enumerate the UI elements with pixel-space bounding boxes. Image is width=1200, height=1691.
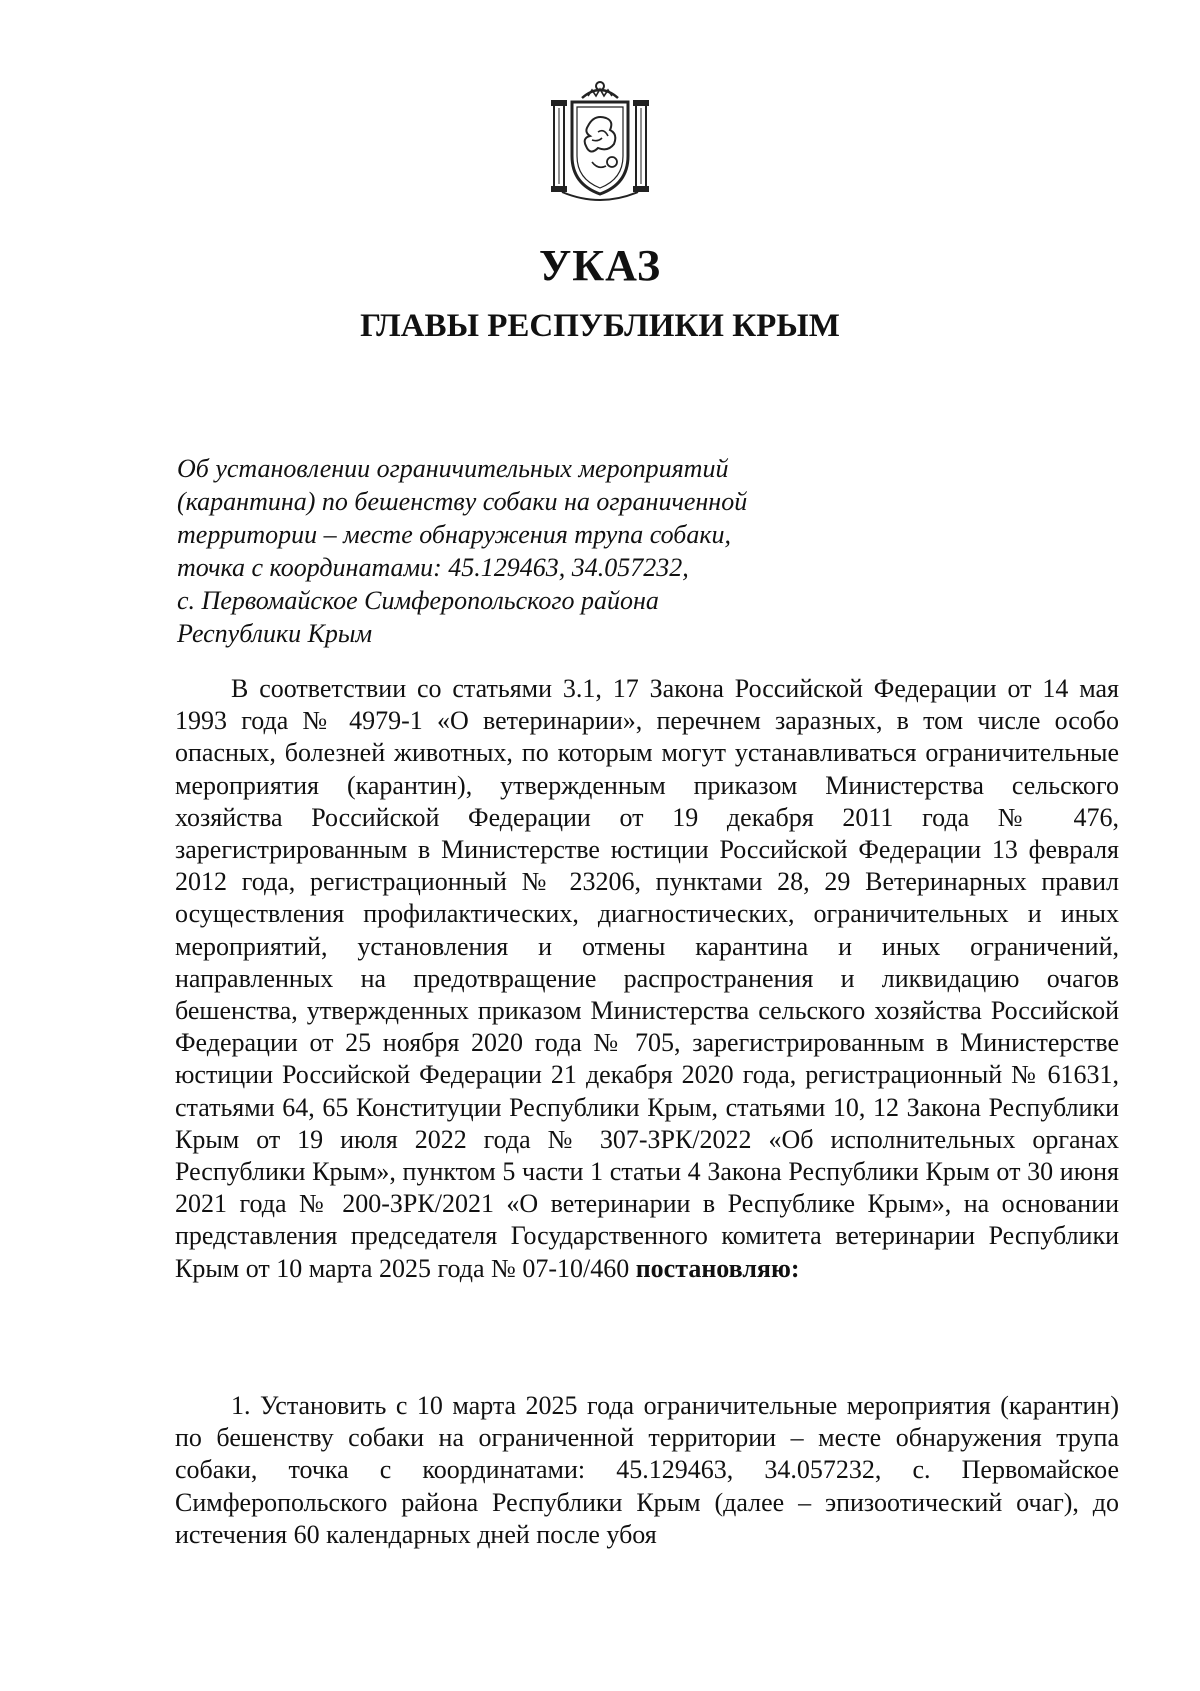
- coat-of-arms-icon: [548, 76, 652, 202]
- subject-line: Об установлении ограничительных мероприятий: [177, 454, 729, 483]
- subject-line: территории – месте обнаружения трупа собаки,: [177, 520, 732, 549]
- document-subtitle: ГЛАВЫ РЕСПУБЛИКИ КРЫМ: [360, 308, 840, 344]
- document-subject: [177, 452, 877, 650]
- subject-line: с. Первомайское Симферопольского района: [177, 586, 659, 615]
- document-title: УКАЗ: [538, 241, 662, 290]
- preamble-paragraph: [175, 673, 1119, 1285]
- subject-line: точка с координатами: 45.129463, 34.057232,: [177, 553, 689, 582]
- item-1-text: 1. Установить с 10 марта 2025 года ограничительные мероприятия (карантин) по бешенству собаки на ограниченной территории – месте обнаружения трупа собаки, точка с координатами: 45.129463, 34.057232, с. Первомайское Симферопольского района Республики Крым (далее – эпизоотический очаг), до истечения 60 календарных дней после убоя: [175, 1391, 1119, 1549]
- decree-word: постановляю:: [635, 1253, 800, 1283]
- subject-line: (карантина) по бешенству собаки на ограниченной: [177, 487, 748, 516]
- item-1-paragraph: [175, 1390, 1119, 1551]
- preamble-text: В соответствии со статьями 3.1, 17 Закона Российской Федерации от 14 мая 1993 года № 4979-1 «О ветеринарии», перечнем заразных, в том числе особо опасных, болезней животных, по которым могут устанавливаться ограничительные мероприятия (карантин), утвержденным приказом Министерства сельского хозяйства Российской Федерации от 19 декабря 2011 года № 476, зарегистрированным в Министерстве юстиции Российской Федерации 13 февраля 2012 года, регистрационный № 23206, пунктами 28, 29 Ветеринарных правил осуществления профилактических, диагностических, ограничительных и иных мероприятий, установления и отмены карантина и иных ограничений, направленных на предотвращение распространения и ликвидацию очагов бешенства, утвержденных приказом Министерства сельского хозяйства Российской Федерации от 25 ноября 2020 года № 705, зарегистрированным в Министерстве юстиции Российской Федерации 21 декабря 2020 года, регистрационный № 61631, статьями 64, 65 Конституции Республики Крым, статьями 10, 12 Закона Республики Крым от 19 июля 2022 года № 307-ЗРК/2022 «Об исполнительных органах Республики Крым», пунктом 5 части 1 статьи 4 Закона Республики Крым от 30 июня 2021 года № 200-ЗРК/2021 «О ветеринарии в Республике Крым», на основании представления председателя Государственного комитета ветеринарии Республики Крым от 10 марта 2025 года № 07-10/460: [175, 674, 1119, 1283]
- subject-line: Республики Крым: [177, 619, 373, 648]
